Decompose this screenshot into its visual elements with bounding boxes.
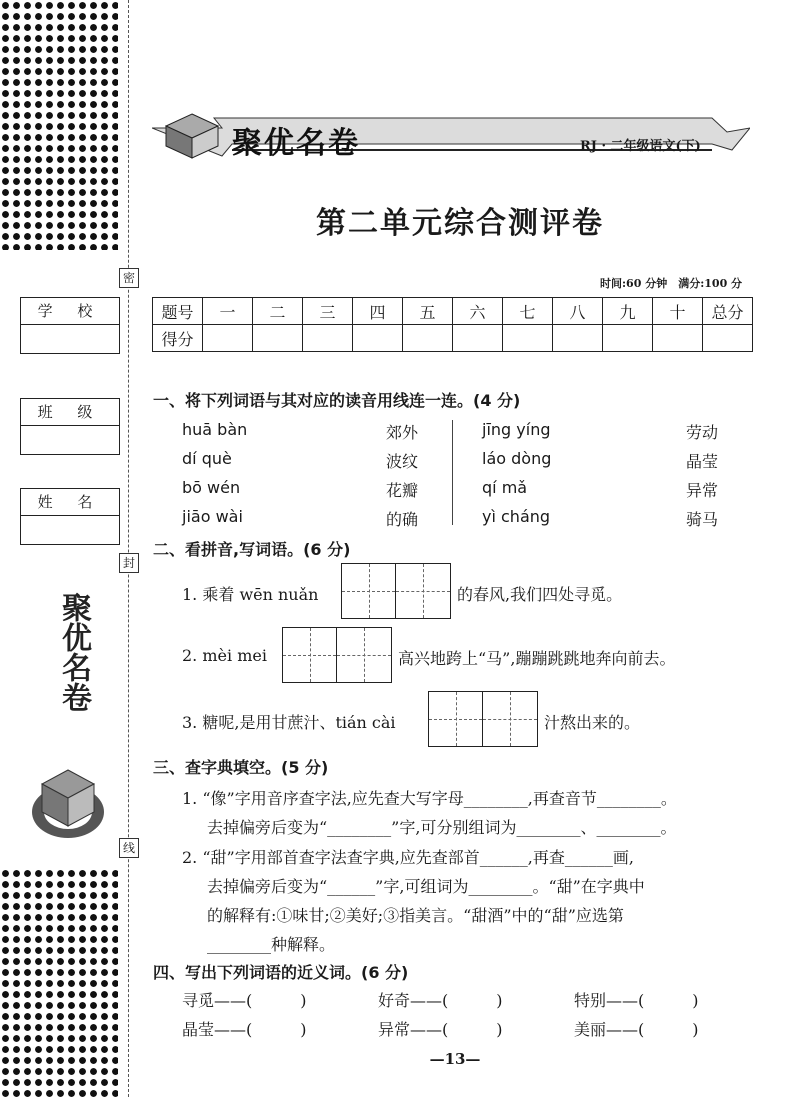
score-input[interactable] <box>703 325 753 352</box>
vertical-brand-text: 聚优名卷 <box>56 592 91 712</box>
q1-right-word: 骑马 <box>686 510 719 529</box>
score-row-label: 得分 <box>153 325 203 352</box>
brand-logo-text: 聚优名卷 <box>232 126 360 161</box>
q2-item-3-pre: 3. 糖呢,是用甘蔗汁、tián cài <box>182 713 396 732</box>
q2-item-2-post: 高兴地跨上“马”,蹦蹦跳跳地奔向前去。 <box>398 649 676 668</box>
q1-right-pinyin: láo dòng <box>482 449 552 468</box>
q4-item: 美丽——( ) <box>574 1020 699 1039</box>
vertical-brand <box>48 592 98 712</box>
edition-label: RJ · 二年级语文(下) <box>580 139 701 154</box>
q1-left-pinyin: bō wén <box>182 478 241 497</box>
tian-cell[interactable] <box>283 628 337 682</box>
score-input[interactable] <box>553 325 603 352</box>
score-input[interactable] <box>253 325 303 352</box>
q3-line: 去掉偏旁后变为“________”字,可分别组词为________、________。 <box>207 818 677 837</box>
score-cell: 总分 <box>703 298 753 325</box>
score-cell: 二 <box>253 298 303 325</box>
score-table-header-row <box>153 298 753 325</box>
q4-item: 晶莹——( ) <box>182 1020 307 1039</box>
class-label: 班 级 <box>21 399 119 426</box>
score-input[interactable] <box>303 325 353 352</box>
score-cell: 九 <box>603 298 653 325</box>
q1-right-pinyin: yì cháng <box>482 507 551 526</box>
seal-xian: 线 <box>119 838 139 858</box>
q3-heading: 三、查字典填空。(5 分) <box>153 758 329 777</box>
q1-right-word: 异常 <box>686 481 719 500</box>
tian-cell[interactable] <box>396 564 450 618</box>
score-cell: 六 <box>453 298 503 325</box>
name-box <box>20 488 120 545</box>
cube-logo-side <box>28 742 108 842</box>
score-cell: 一 <box>203 298 253 325</box>
q1-left-pinyin: huā bàn <box>182 420 248 439</box>
tian-cell[interactable] <box>429 692 483 746</box>
q1-right-word: 劳动 <box>686 423 719 442</box>
school-field[interactable] <box>21 325 119 353</box>
q3-line: 去掉偏旁后变为“______”字,可组词为________。“甜”在字典中 <box>207 877 645 896</box>
score-cell: 三 <box>303 298 353 325</box>
q3-line: 2. “甜”字用部首查字法查字典,应先查部首______,再查______画, <box>182 848 634 867</box>
score-input[interactable] <box>353 325 403 352</box>
q2-item-3-post: 汁熬出来的。 <box>544 713 641 732</box>
q4-heading: 四、写出下列词语的近义词。(6 分) <box>153 963 409 982</box>
q1-left-word: 的确 <box>386 510 419 529</box>
q4-item: 好奇——( ) <box>378 991 503 1010</box>
name-field[interactable] <box>21 516 119 544</box>
score-table <box>152 297 753 352</box>
score-input[interactable] <box>403 325 453 352</box>
tian-cell[interactable] <box>342 564 396 618</box>
q3-line: 的解释有:①味甘;②美好;③指美言。“甜酒”中的“甜”应选第 <box>207 906 624 925</box>
q2-item-3-grid[interactable] <box>428 691 538 747</box>
time-info: 时间:60 分钟 满分:100 分 <box>600 277 743 290</box>
q1-left-word: 郊外 <box>386 423 419 442</box>
q1-right-word: 晶莹 <box>686 452 719 471</box>
q1-left-pinyin: jiāo wài <box>182 507 243 526</box>
score-input[interactable] <box>453 325 503 352</box>
q3-line: 1. “像”字用音序查字法,应先查大写字母________,再查音节________。 <box>182 789 677 808</box>
q1-divider <box>452 420 453 525</box>
name-label: 姓 名 <box>21 489 119 516</box>
score-input[interactable] <box>653 325 703 352</box>
q4-item: 异常——( ) <box>378 1020 503 1039</box>
q2-item-1-pre: 1. 乘着 wēn nuǎn <box>182 585 319 604</box>
q1-right-pinyin: jīng yíng <box>482 420 551 439</box>
q1-heading: 一、将下列词语与其对应的读音用线连一连。(4 分) <box>153 391 521 410</box>
school-box <box>20 297 120 354</box>
q4-item: 寻觅——( ) <box>182 991 307 1010</box>
score-cell: 八 <box>553 298 603 325</box>
q2-item-1-post: 的春风,我们四处寻觅。 <box>457 585 623 604</box>
page-title: 第二单元综合测评卷 <box>316 206 604 241</box>
score-table-score-row <box>153 325 753 352</box>
score-input[interactable] <box>503 325 553 352</box>
q1-right-pinyin: qí mǎ <box>482 478 528 497</box>
q3-line: ________种解释。 <box>207 935 336 954</box>
score-cell: 七 <box>503 298 553 325</box>
score-cell: 四 <box>353 298 403 325</box>
q2-item-2-pre: 2. mèi mei <box>182 646 267 665</box>
score-input[interactable] <box>203 325 253 352</box>
page-number: —13— <box>429 1050 481 1068</box>
seal-feng: 封 <box>119 553 139 573</box>
q1-left-word: 花瓣 <box>386 481 419 500</box>
seal-mi: 密 <box>119 268 139 288</box>
score-cell: 五 <box>403 298 453 325</box>
score-cell: 题号 <box>153 298 203 325</box>
tian-cell[interactable] <box>337 628 391 682</box>
class-field[interactable] <box>21 426 119 454</box>
q2-item-2-grid[interactable] <box>282 627 392 683</box>
q1-left-pinyin: dí què <box>182 449 232 468</box>
q1-left-word: 波纹 <box>386 452 419 471</box>
score-cell: 十 <box>653 298 703 325</box>
q2-item-1-grid[interactable] <box>341 563 451 619</box>
binding-line <box>128 0 129 1097</box>
score-input[interactable] <box>603 325 653 352</box>
tian-cell[interactable] <box>483 692 537 746</box>
school-label: 学 校 <box>21 298 119 325</box>
q4-item: 特别——( ) <box>574 991 699 1010</box>
class-box <box>20 398 120 455</box>
q2-heading: 二、看拼音,写词语。(6 分) <box>153 540 351 559</box>
